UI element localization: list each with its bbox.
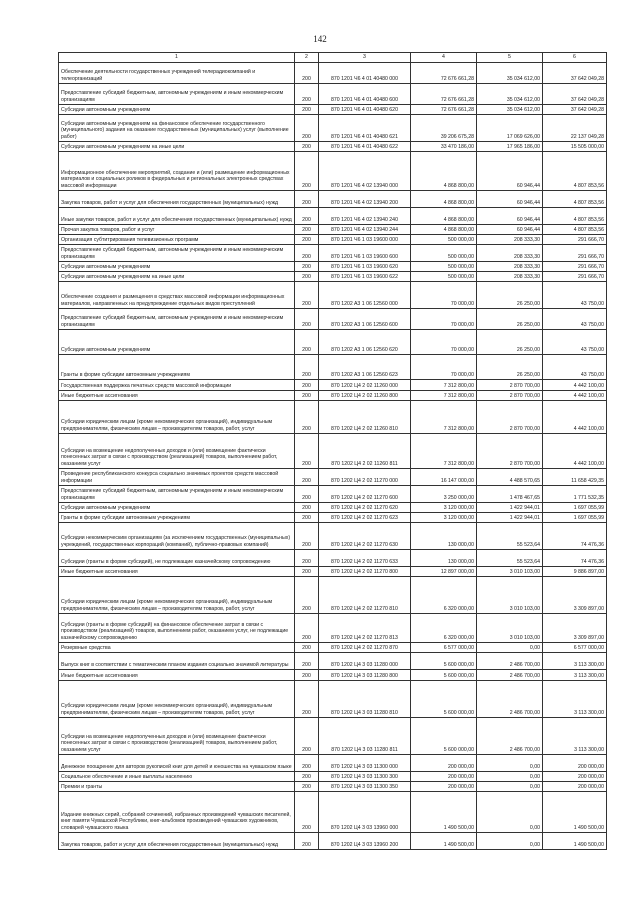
table-row	[59, 309, 607, 330]
table-row	[59, 577, 607, 614]
table-row	[59, 755, 607, 772]
row-plan-amount: 5 600 000,00	[411, 653, 477, 670]
row-classification-code: 870 1202 Ц4 2 02 11270 630	[319, 523, 411, 550]
table-row	[59, 643, 607, 653]
row-name: Субсидии (гранты в форме субсидий) на финансовое обеспечение затрат в связи с производством (реализацией) товаров, выполнением работ, оказанием услуг, не подлежащие казначейскому сопровождению	[59, 614, 295, 643]
table-row	[59, 272, 607, 282]
row-remainder-amount: 291 666,70	[543, 262, 607, 272]
row-name: Государственная поддержка печатных средств массовой информации	[59, 380, 295, 391]
row-remainder-amount: 4 807 853,56	[543, 191, 607, 208]
row-plan-amount: 4 868 800,00	[411, 152, 477, 191]
row-line-code: 200	[295, 653, 319, 670]
row-plan-amount: 6 320 000,00	[411, 577, 477, 614]
row-line-code: 200	[295, 718, 319, 755]
table-row	[59, 225, 607, 235]
row-remainder-amount: 37 642 049,28	[543, 84, 607, 105]
row-plan-amount: 70 000,00	[411, 355, 477, 380]
row-remainder-amount: 43 750,00	[543, 330, 607, 355]
row-executed-amount: 0,00	[477, 792, 543, 833]
row-classification-code: 870 1202 Ц4 2 02 11270 600	[319, 486, 411, 503]
row-name: Социальное обеспечение и иные выплаты населению	[59, 772, 295, 782]
row-remainder-amount: 74 476,36	[543, 523, 607, 550]
page-number: 142	[313, 34, 327, 44]
row-name: Гранты в форме субсидии автономным учреждениям	[59, 513, 295, 523]
column-number-row	[59, 53, 607, 63]
row-name: Субсидии автономным учреждениям	[59, 330, 295, 355]
row-line-code: 200	[295, 772, 319, 782]
row-plan-amount: 16 147 000,00	[411, 469, 477, 486]
row-name: Предоставление субсидий бюджетным, автономным учреждениям и иным некоммерческим организациям	[59, 309, 295, 330]
row-classification-code: 870 1201 Ч6 4 01 40480 620	[319, 105, 411, 115]
row-executed-amount: 4 488 570,65	[477, 469, 543, 486]
row-name: Издание книжных серий, собраний сочинений, избранных произведений чувашских писателей, книг памяти Чувашской Республики, книг-альбомов произведений чувашских художников, словарей чувашского языка	[59, 792, 295, 833]
row-remainder-amount: 1 490 500,00	[543, 792, 607, 833]
table-row	[59, 434, 607, 469]
row-name: Субсидии юридическим лицам (кроме некоммерческих организаций), индивидуальным предпринимателям, физическим лицам – производителям товаров, работ, услуг	[59, 577, 295, 614]
row-line-code: 200	[295, 782, 319, 792]
row-plan-amount: 500 000,00	[411, 245, 477, 262]
row-plan-amount: 3 250 000,00	[411, 486, 477, 503]
row-remainder-amount: 4 442 100,00	[543, 380, 607, 391]
row-remainder-amount: 43 750,00	[543, 282, 607, 309]
column-header-name: 1	[59, 53, 295, 63]
row-remainder-amount: 3 113 300,00	[543, 653, 607, 670]
row-line-code: 200	[295, 380, 319, 391]
row-executed-amount: 2 870 700,00	[477, 401, 543, 434]
table-row	[59, 262, 607, 272]
row-executed-amount: 2 486 700,00	[477, 653, 543, 670]
row-remainder-amount: 4 442 100,00	[543, 391, 607, 401]
row-remainder-amount: 3 113 300,00	[543, 681, 607, 718]
row-executed-amount: 1 478 467,65	[477, 486, 543, 503]
table-row	[59, 235, 607, 245]
row-line-code: 200	[295, 225, 319, 235]
row-plan-amount: 130 000,00	[411, 523, 477, 550]
row-name: Закупка товаров, работ и услуг для обеспечения государственных (муниципальных) нужд	[59, 191, 295, 208]
row-line-code: 200	[295, 833, 319, 850]
column-header-executed: 5	[477, 53, 543, 63]
row-line-code: 200	[295, 614, 319, 643]
row-classification-code: 870 1202 Ц4 2 02 11270 813	[319, 614, 411, 643]
table-row	[59, 718, 607, 755]
row-line-code: 200	[295, 486, 319, 503]
row-line-code: 200	[295, 434, 319, 469]
table-row	[59, 63, 607, 84]
row-name: Обеспечение создания и размещения в средствах массовой информации информационных материалов, направленных на предупреждение отдельных видов преступлений	[59, 282, 295, 309]
row-executed-amount: 26 250,00	[477, 282, 543, 309]
row-executed-amount: 3 010 103,00	[477, 614, 543, 643]
row-classification-code: 870 1201 Ч6 4 01 40480 000	[319, 63, 411, 84]
row-executed-amount: 0,00	[477, 772, 543, 782]
row-plan-amount: 7 312 800,00	[411, 434, 477, 469]
row-remainder-amount: 3 309 897,00	[543, 614, 607, 643]
row-executed-amount: 55 523,64	[477, 550, 543, 567]
row-plan-amount: 500 000,00	[411, 272, 477, 282]
row-classification-code: 870 1201 Ч6 4 01 40480 600	[319, 84, 411, 105]
row-classification-code: 870 1202 Ц4 2 02 11260 810	[319, 401, 411, 434]
row-name: Субсидии автономным учреждениям на иные цели	[59, 142, 295, 152]
row-line-code: 200	[295, 115, 319, 142]
row-name: Иные бюджетные ассигнования	[59, 670, 295, 681]
row-remainder-amount: 3 113 300,00	[543, 718, 607, 755]
row-plan-amount: 200 000,00	[411, 772, 477, 782]
row-classification-code: 870 1202 A3 1 06 12560 600	[319, 309, 411, 330]
row-line-code: 200	[295, 670, 319, 681]
row-remainder-amount: 3 113 300,00	[543, 670, 607, 681]
table-row	[59, 355, 607, 380]
row-plan-amount: 33 470 186,00	[411, 142, 477, 152]
row-name: Субсидии некоммерческим организациям (за исключением государственных (муниципальных) учреждений, государственных корпораций (компаний), публично-правовых компаний)	[59, 523, 295, 550]
table-row	[59, 523, 607, 550]
row-remainder-amount: 74 476,36	[543, 550, 607, 567]
row-executed-amount: 208 333,30	[477, 245, 543, 262]
table-row	[59, 330, 607, 355]
table-row	[59, 513, 607, 523]
row-executed-amount: 26 250,00	[477, 309, 543, 330]
row-classification-code: 870 1202 Ц4 2 02 11260 811	[319, 434, 411, 469]
table-row	[59, 105, 607, 115]
row-remainder-amount: 200 000,00	[543, 772, 607, 782]
row-remainder-amount: 15 505 000,00	[543, 142, 607, 152]
row-classification-code: 870 1202 Ц4 3 03 11280 000	[319, 653, 411, 670]
row-executed-amount: 60 946,44	[477, 152, 543, 191]
row-classification-code: 870 1202 Ц4 2 02 11260 800	[319, 391, 411, 401]
row-name: Субсидии автономным учреждениям	[59, 105, 295, 115]
row-executed-amount: 17 965 186,00	[477, 142, 543, 152]
row-plan-amount: 12 897 000,00	[411, 567, 477, 577]
row-remainder-amount: 11 658 429,35	[543, 469, 607, 486]
row-line-code: 200	[295, 84, 319, 105]
row-classification-code: 870 1202 Ц4 2 02 11270 870	[319, 643, 411, 653]
row-classification-code: 870 1201 Ч6 1 03 19600 000	[319, 235, 411, 245]
row-line-code: 200	[295, 309, 319, 330]
row-name: Субсидии на возмещение недополученных доходов и (или) возмещение фактически понесенных затрат в связи с производством (реализацией) товаров, выполнением работ, оказанием услуг	[59, 718, 295, 755]
row-classification-code: 870 1202 Ц4 3 03 11280 811	[319, 718, 411, 755]
row-executed-amount: 0,00	[477, 833, 543, 850]
row-name: Предоставление субсидий бюджетным, автономным учреждениям и иным некоммерческим организациям	[59, 84, 295, 105]
row-remainder-amount: 4 442 100,00	[543, 434, 607, 469]
row-plan-amount: 72 676 661,28	[411, 84, 477, 105]
row-executed-amount: 1 422 944,01	[477, 503, 543, 513]
row-remainder-amount: 3 309 897,00	[543, 577, 607, 614]
row-line-code: 200	[295, 272, 319, 282]
row-plan-amount: 4 868 800,00	[411, 191, 477, 208]
row-plan-amount: 7 312 800,00	[411, 380, 477, 391]
table-row	[59, 772, 607, 782]
row-line-code: 200	[295, 792, 319, 833]
row-classification-code: 870 1201 Ч6 4 02 13940 000	[319, 152, 411, 191]
row-executed-amount: 1 422 944,01	[477, 513, 543, 523]
row-name: Субсидии юридическим лицам (кроме некоммерческих организаций), индивидуальным предпринимателям, физическим лицам – производителям товаров, работ, услуг	[59, 401, 295, 434]
table-row	[59, 567, 607, 577]
row-classification-code: 870 1201 Ч6 4 02 13940 200	[319, 191, 411, 208]
row-plan-amount: 200 000,00	[411, 782, 477, 792]
row-executed-amount: 2 870 700,00	[477, 380, 543, 391]
row-plan-amount: 500 000,00	[411, 262, 477, 272]
budget-execution-table	[58, 52, 607, 850]
row-plan-amount: 7 312 800,00	[411, 391, 477, 401]
row-plan-amount: 70 000,00	[411, 330, 477, 355]
row-classification-code: 870 1202 Ц4 3 03 11280 800	[319, 670, 411, 681]
row-line-code: 200	[295, 513, 319, 523]
table-row	[59, 792, 607, 833]
column-header-line-code: 2	[295, 53, 319, 63]
column-header-remainder: 6	[543, 53, 607, 63]
row-executed-amount: 60 946,44	[477, 191, 543, 208]
row-classification-code: 870 1202 A3 1 06 12560 623	[319, 355, 411, 380]
row-classification-code: 870 1201 Ч6 1 03 19600 620	[319, 262, 411, 272]
table-row	[59, 614, 607, 643]
row-executed-amount: 2 486 700,00	[477, 681, 543, 718]
row-line-code: 200	[295, 235, 319, 245]
row-line-code: 200	[295, 105, 319, 115]
row-name: Субсидии автономным учреждениям	[59, 503, 295, 513]
row-executed-amount: 2 870 700,00	[477, 434, 543, 469]
row-executed-amount: 3 010 103,00	[477, 567, 543, 577]
row-classification-code: 870 1201 Ч6 4 02 13940 244	[319, 225, 411, 235]
row-executed-amount: 35 034 612,00	[477, 84, 543, 105]
row-classification-code: 870 1202 Ц4 3 03 11300 300	[319, 772, 411, 782]
table-row	[59, 245, 607, 262]
row-line-code: 200	[295, 503, 319, 513]
table-row	[59, 191, 607, 208]
row-remainder-amount: 4 807 853,56	[543, 152, 607, 191]
row-name: Субсидии на возмещение недополученных доходов и (или) возмещение фактически понесенных затрат в связи с производством (реализацией) товаров, выполнением работ, оказанием услуг	[59, 434, 295, 469]
row-classification-code: 870 1202 Ц4 3 03 11300 350	[319, 782, 411, 792]
row-line-code: 200	[295, 152, 319, 191]
row-remainder-amount: 1 490 500,00	[543, 833, 607, 850]
row-remainder-amount: 1 697 055,99	[543, 513, 607, 523]
row-name: Информационное обеспечение мероприятий, создание и (или) размещение информационных материалов и социальных роликов в федеральных и региональных электронных средствах массовой информации	[59, 152, 295, 191]
table-row	[59, 833, 607, 850]
row-line-code: 200	[295, 567, 319, 577]
table-row	[59, 670, 607, 681]
row-name: Субсидии автономным учреждениям на иные цели	[59, 272, 295, 282]
row-executed-amount: 26 250,00	[477, 330, 543, 355]
table-row	[59, 550, 607, 567]
row-classification-code: 870 1202 A3 1 06 12560 000	[319, 282, 411, 309]
row-remainder-amount: 43 750,00	[543, 309, 607, 330]
row-classification-code: 870 1201 Ч6 4 01 40480 622	[319, 142, 411, 152]
row-name: Проведение республиканского конкурса социально значимых проектов средств массовой информации	[59, 469, 295, 486]
row-line-code: 200	[295, 577, 319, 614]
row-remainder-amount: 4 807 853,56	[543, 208, 607, 225]
row-plan-amount: 500 000,00	[411, 235, 477, 245]
row-executed-amount: 3 010 103,00	[477, 577, 543, 614]
row-classification-code: 870 1201 Ч6 4 02 13940 240	[319, 208, 411, 225]
row-line-code: 200	[295, 643, 319, 653]
row-line-code: 200	[295, 208, 319, 225]
row-plan-amount: 5 600 000,00	[411, 718, 477, 755]
row-executed-amount: 0,00	[477, 643, 543, 653]
row-name: Закупка товаров, работ и услуг для обеспечения государственных (муниципальных) нужд	[59, 833, 295, 850]
row-classification-code: 870 1202 Ц4 2 02 11270 800	[319, 567, 411, 577]
row-classification-code: 870 1201 Ч6 1 03 19600 622	[319, 272, 411, 282]
row-plan-amount: 5 600 000,00	[411, 681, 477, 718]
row-remainder-amount: 291 666,70	[543, 235, 607, 245]
table-row	[59, 401, 607, 434]
row-name: Субсидии автономным учреждениям на финансовое обеспечение государственного (муниципального) задания на оказание государственных (муниципальных) услуг (выполнение работ)	[59, 115, 295, 142]
row-classification-code: 870 1202 Ц4 2 02 11270 620	[319, 503, 411, 513]
row-remainder-amount: 200 000,00	[543, 782, 607, 792]
row-executed-amount: 60 946,44	[477, 208, 543, 225]
table-row	[59, 282, 607, 309]
row-executed-amount: 208 333,30	[477, 262, 543, 272]
row-executed-amount: 35 034 612,00	[477, 63, 543, 84]
row-classification-code: 870 1202 Ц4 2 02 11270 000	[319, 469, 411, 486]
row-plan-amount: 3 120 000,00	[411, 503, 477, 513]
row-line-code: 200	[295, 550, 319, 567]
row-remainder-amount: 200 000,00	[543, 755, 607, 772]
row-plan-amount: 4 868 800,00	[411, 208, 477, 225]
row-remainder-amount: 291 666,70	[543, 245, 607, 262]
row-executed-amount: 35 034 612,00	[477, 105, 543, 115]
table-row	[59, 152, 607, 191]
row-classification-code: 870 1202 A3 1 06 12560 620	[319, 330, 411, 355]
row-line-code: 200	[295, 469, 319, 486]
row-remainder-amount: 4 807 853,56	[543, 225, 607, 235]
row-executed-amount: 60 946,44	[477, 225, 543, 235]
row-name: Субсидии (гранты в форме субсидий), не подлежащие казначейскому сопровождению	[59, 550, 295, 567]
row-plan-amount: 6 320 000,00	[411, 614, 477, 643]
row-remainder-amount: 37 642 049,28	[543, 63, 607, 84]
table-row	[59, 142, 607, 152]
row-executed-amount: 2 486 700,00	[477, 718, 543, 755]
row-name: Предоставление субсидий бюджетным, автономным учреждениям и иным некоммерческим организациям	[59, 245, 295, 262]
row-plan-amount: 7 312 800,00	[411, 401, 477, 434]
row-classification-code: 870 1202 Ц4 2 02 11270 623	[319, 513, 411, 523]
row-line-code: 200	[295, 401, 319, 434]
row-plan-amount: 200 000,00	[411, 755, 477, 772]
row-executed-amount: 208 333,30	[477, 235, 543, 245]
row-name: Иные бюджетные ассигнования	[59, 391, 295, 401]
table-row	[59, 469, 607, 486]
table-row	[59, 681, 607, 718]
row-line-code: 200	[295, 681, 319, 718]
row-name: Организация субтитрирования телевизионных программ	[59, 235, 295, 245]
row-line-code: 200	[295, 262, 319, 272]
table-row	[59, 486, 607, 503]
row-remainder-amount: 9 886 897,00	[543, 567, 607, 577]
row-plan-amount: 4 868 800,00	[411, 225, 477, 235]
row-plan-amount: 5 600 000,00	[411, 670, 477, 681]
row-executed-amount: 208 333,30	[477, 272, 543, 282]
row-name: Денежное поощрение для авторов рукописей книг для детей и юношества на чувашском языке	[59, 755, 295, 772]
row-executed-amount: 2 486 700,00	[477, 670, 543, 681]
row-executed-amount: 17 069 626,00	[477, 115, 543, 142]
row-name: Выпуск книг в соответствии с тематическим планом издания социально значимой литературы	[59, 653, 295, 670]
row-classification-code: 870 1202 Ц4 2 02 11260 000	[319, 380, 411, 391]
row-executed-amount: 2 870 700,00	[477, 391, 543, 401]
row-name: Иные закупки товаров, работ и услуг для обеспечения государственных (муниципальных) нужд	[59, 208, 295, 225]
row-name: Субсидии юридическим лицам (кроме некоммерческих организаций), индивидуальным предпринимателям, физическим лицам – производителям товаров, работ, услуг	[59, 681, 295, 718]
row-classification-code: 870 1202 Ц4 2 02 11270 633	[319, 550, 411, 567]
row-remainder-amount: 43 750,00	[543, 355, 607, 380]
row-name: Резервные средства	[59, 643, 295, 653]
table-row	[59, 391, 607, 401]
row-plan-amount: 130 000,00	[411, 550, 477, 567]
row-line-code: 200	[295, 523, 319, 550]
row-name: Иные бюджетные ассигнования	[59, 567, 295, 577]
row-plan-amount: 39 206 675,28	[411, 115, 477, 142]
row-classification-code: 870 1202 Ц4 3 03 11280 810	[319, 681, 411, 718]
row-name: Предоставление субсидий бюджетным, автономным учреждениям и иным некоммерческим организациям	[59, 486, 295, 503]
table-row	[59, 84, 607, 105]
row-plan-amount: 72 676 661,28	[411, 105, 477, 115]
table-row	[59, 653, 607, 670]
row-name: Субсидии автономным учреждениям	[59, 262, 295, 272]
row-classification-code: 870 1202 Ц4 2 02 11270 810	[319, 577, 411, 614]
table-row	[59, 208, 607, 225]
table-row	[59, 115, 607, 142]
row-plan-amount: 72 676 661,28	[411, 63, 477, 84]
row-classification-code: 870 1202 Ц4 3 03 11300 000	[319, 755, 411, 772]
table-row	[59, 380, 607, 391]
row-line-code: 200	[295, 391, 319, 401]
row-remainder-amount: 37 642 049,28	[543, 105, 607, 115]
column-header-plan: 4	[411, 53, 477, 63]
row-name: Прочая закупка товаров, работ и услуг	[59, 225, 295, 235]
table-row	[59, 782, 607, 792]
row-line-code: 200	[295, 191, 319, 208]
row-executed-amount: 0,00	[477, 782, 543, 792]
row-plan-amount: 6 577 000,00	[411, 643, 477, 653]
table-row	[59, 503, 607, 513]
row-remainder-amount: 22 137 049,28	[543, 115, 607, 142]
row-plan-amount: 1 490 500,00	[411, 792, 477, 833]
row-line-code: 200	[295, 330, 319, 355]
row-plan-amount: 70 000,00	[411, 282, 477, 309]
row-line-code: 200	[295, 63, 319, 84]
row-name: Гранты в форме субсидии автономным учреждениям	[59, 355, 295, 380]
row-plan-amount: 3 120 000,00	[411, 513, 477, 523]
row-remainder-amount: 6 577 000,00	[543, 643, 607, 653]
row-classification-code: 870 1202 Ц4 3 03 13960 200	[319, 833, 411, 850]
column-header-classification: 3	[319, 53, 411, 63]
row-name: Обеспечение деятельности государственных учреждений телерадиокомпаний и телеорганизаций	[59, 63, 295, 84]
row-classification-code: 870 1201 Ч6 1 03 19600 600	[319, 245, 411, 262]
row-remainder-amount: 4 442 100,00	[543, 401, 607, 434]
row-plan-amount: 70 000,00	[411, 309, 477, 330]
row-line-code: 200	[295, 282, 319, 309]
row-executed-amount: 26 250,00	[477, 355, 543, 380]
table-body	[59, 63, 607, 850]
row-line-code: 200	[295, 142, 319, 152]
row-line-code: 200	[295, 355, 319, 380]
row-remainder-amount: 291 666,70	[543, 272, 607, 282]
row-name: Премии и гранты	[59, 782, 295, 792]
row-line-code: 200	[295, 245, 319, 262]
row-classification-code: 870 1201 Ч6 4 01 40480 621	[319, 115, 411, 142]
row-classification-code: 870 1202 Ц4 3 03 13960 000	[319, 792, 411, 833]
row-remainder-amount: 1 697 055,99	[543, 503, 607, 513]
row-executed-amount: 55 523,64	[477, 523, 543, 550]
row-remainder-amount: 1 771 532,35	[543, 486, 607, 503]
row-line-code: 200	[295, 755, 319, 772]
row-plan-amount: 1 490 500,00	[411, 833, 477, 850]
row-executed-amount: 0,00	[477, 755, 543, 772]
